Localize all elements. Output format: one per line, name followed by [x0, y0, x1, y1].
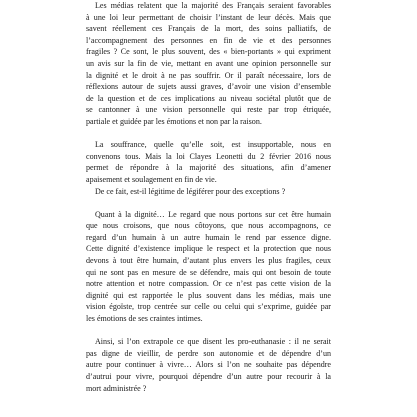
- text-line: Cette dignité d’existence implique le respect et la protection que nous: [86, 244, 331, 254]
- text-line: permet de répondre à la majorité des situations, afin d’amener: [86, 163, 331, 173]
- text-line: les émotions de ses craintes intimes.: [86, 314, 203, 324]
- text-line: Quant à la dignité… Le regard que nous portons sur cet être humain: [95, 209, 331, 219]
- paragraph-gap: [86, 197, 331, 209]
- paragraph-extrapolation: [86, 336, 331, 394]
- text-line: un avis sur la fin de vie, mettant en avant une opinion personnelle sur: [86, 58, 331, 68]
- text-line: fragiles ? Ce sont, le plus souvent, des « bien-portants » qui expriment: [86, 47, 331, 57]
- text-line: devons à tout être humain, d’autant plus envers les plus fragiles, ceux: [86, 256, 331, 266]
- text-line: vision égoïste, trop centrée sur celle ou celui qui s’exprime, guidée par: [86, 302, 331, 312]
- text-line: notre attention et notre compassion. Or ce n’est pas cette vision de la: [86, 279, 331, 289]
- text-line: de la question et de ces implications au niveau sociétal plutôt que de: [86, 93, 331, 103]
- text-line: d’autrui pour vivre, pourquoi dépendre d’un autre pour recourir à la: [86, 372, 331, 381]
- paragraph-media-opinion: [86, 0, 331, 128]
- text-line: De ce fait, est-il légitime de légiférer pour des exceptions ?: [95, 186, 286, 196]
- text-line: la dignité et le droit à ne pas souffrir. Or il paraît nécessaire, lors de: [86, 70, 331, 80]
- text-line: pas digne de vieillir, de perdre son autonomie et de dépendre d’un: [86, 348, 331, 358]
- paragraph-gap: [86, 128, 331, 140]
- text-line: mort administrée ?: [86, 383, 147, 393]
- text-line: regard d’un humain à un autre humain le rend par essence digne.: [86, 232, 331, 242]
- text-line: l’accompagnement des personnes en fin de vie et des personnes: [86, 35, 331, 45]
- text-line: se cantonner à une vision personnelle qui reste par trop étriquée,: [86, 105, 331, 115]
- paragraph-legislate-question: [86, 186, 331, 198]
- paragraph-dignity: [86, 209, 331, 325]
- text-line: convenons tous. Mais la loi Clayes Leonetti du 2 février 2016 nous: [86, 151, 331, 161]
- text-line: La souffrance, quelle qu’elle soit, est insupportable, nous en: [95, 140, 331, 150]
- text-line: réflexions autour de sujets aussi graves, d’avoir une vision d’ensemble: [86, 82, 331, 92]
- body-text: [86, 0, 331, 394]
- text-line: dignité qui est rapportée le plus souvent dans les médias, mais une: [86, 290, 331, 300]
- text-line: Les médias relatent que la majorité des Français seraient favorables: [95, 1, 331, 10]
- text-line: qui ne sont pas en mesure de se défendre, mais qui ont besoin de toute: [86, 267, 331, 277]
- text-line: savent réellement ces Français de la mort, des soins palliatifs, de: [86, 24, 331, 34]
- text-line: que nous croisons, que nous côtoyons, que nous accompagnons, ce: [86, 221, 331, 231]
- text-line: Ainsi, si l’on extrapole ce que disent les pro-euthanasie : il ne serait: [95, 337, 331, 347]
- text-line: apaisement et soulagement en fin de vie.: [86, 174, 217, 184]
- paragraph-gap: [86, 325, 331, 337]
- paragraph-suffering: [86, 139, 331, 185]
- text-line: partiale et guidée par les émotions et non par la raison.: [86, 116, 262, 126]
- text-line: à une loi leur permettant de choisir l’instant de leur décès. Mais que: [86, 12, 331, 22]
- text-line: autre pour continuer à vivre… Alors si l’on ne souhaite pas dépendre: [86, 360, 331, 370]
